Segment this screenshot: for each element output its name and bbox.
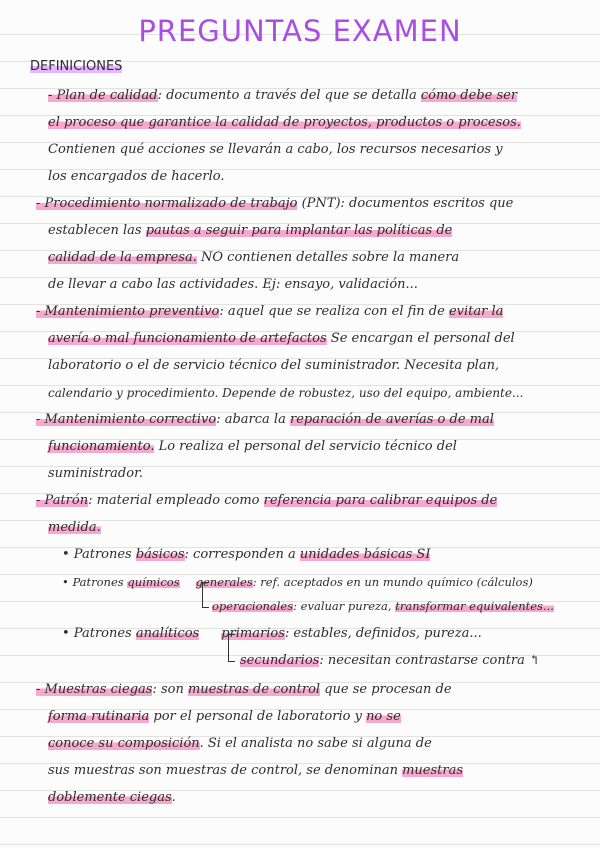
brace-icon (202, 582, 209, 608)
text-line (48, 465, 143, 483)
text: Se encargan el personal del (326, 331, 515, 346)
text: Lo realiza el personal del servicio técnico del (154, 439, 457, 454)
highlight: analíticos (135, 626, 200, 641)
highlight: funcionamiento. (48, 439, 155, 454)
text: : abarca la (216, 412, 290, 427)
text-line (48, 141, 503, 159)
text-line (48, 708, 401, 726)
section-heading: DEFINICIONES (30, 59, 123, 74)
text-line (36, 492, 497, 510)
text: laboratorio o el de servicio técnico del suministrador. Necesita plan, (48, 358, 500, 373)
text-line (36, 303, 503, 321)
text: NO contienen detalles sobre la manera (196, 250, 460, 265)
term: - Mantenimiento preventivo (36, 304, 220, 319)
highlight: secundarios (240, 653, 320, 668)
text: . (171, 790, 176, 805)
term: - Mantenimiento correctivo (36, 412, 217, 427)
highlight: medida. (48, 520, 101, 535)
highlight: no se (366, 709, 401, 724)
highlight: pautas a seguir para implantar las políticas de (145, 223, 453, 238)
text-line (48, 519, 101, 537)
sub-line (212, 597, 554, 615)
highlight: básicos (135, 547, 185, 562)
highlight: calidad de la empresa. (48, 250, 197, 265)
text-line (48, 249, 459, 267)
highlight: cómo debe ser (420, 88, 518, 103)
text-line (48, 735, 432, 753)
text-line (36, 195, 513, 213)
text-line (48, 114, 521, 132)
text: establecen las (48, 223, 146, 238)
highlight: reparación de averías o de mal (289, 412, 494, 427)
text: : estables, definidos, pureza... (284, 626, 482, 641)
text: suministrador. (48, 466, 143, 481)
highlight: primarios (221, 626, 285, 641)
text: sus muestras son muestras de control, se denominan (48, 763, 403, 778)
bullet-line (62, 546, 430, 564)
highlight: avería o mal funcionamiento de artefactos (48, 331, 327, 346)
page-title: PREGUNTAS EXAMEN (138, 14, 462, 48)
highlight: referencia para calibrar equipos de (263, 493, 498, 508)
text: : aquel que se realiza con el fin de (219, 304, 449, 319)
highlight: muestras (402, 763, 464, 778)
text: : ref. aceptados en un mundo químico (cálculos) (252, 575, 533, 589)
text-line (48, 762, 463, 780)
highlight: evitar la (448, 304, 504, 319)
text: calendario y procedimiento. Depende de robustez, uso del equipo, ambiente... (48, 386, 524, 400)
text-line (48, 168, 224, 186)
text: . Si el analista no sabe si alguna de (199, 736, 432, 751)
text: los encargados de hacerlo. (48, 169, 225, 184)
text: • Patrones (62, 626, 136, 641)
text-line (48, 384, 523, 402)
text-line (48, 438, 457, 456)
text: de llevar a cabo las actividades. Ej: ensayo, validación... (48, 277, 418, 292)
sub-line (240, 652, 540, 670)
highlight: químicos (127, 575, 180, 589)
text: : son (152, 682, 188, 697)
highlight: generales (195, 575, 253, 589)
highlight: transformar equivalentes... (395, 599, 554, 613)
highlight: operacionales (212, 599, 294, 613)
text: Contienen qué acciones se llevarán a cabo, los recursos necesarios y (48, 142, 503, 157)
text: • Patrones (62, 575, 128, 589)
term: - Procedimiento normalizado de trabajo (36, 196, 298, 211)
bullet-line (62, 573, 533, 591)
brace-icon (228, 634, 235, 662)
text-line (36, 681, 452, 699)
text-line (48, 357, 499, 375)
text: que se procesan de (320, 682, 452, 697)
text: (PNT): documentos escritos que (297, 196, 514, 211)
text: : documento a través del que se detalla (157, 88, 421, 103)
term: - Patrón (36, 493, 89, 508)
highlight: el proceso que garantice la calidad de proyectos, productos o procesos. (48, 115, 521, 130)
text-line (48, 789, 176, 807)
text: : material empleado como (88, 493, 264, 508)
highlight: forma rutinaria (48, 709, 150, 724)
text: por el personal de laboratorio y (149, 709, 367, 724)
text: : corresponden a (184, 547, 300, 562)
text: • Patrones (62, 547, 136, 562)
highlight: unidades básicas SI (299, 547, 431, 562)
highlight: conoce su composición (48, 736, 200, 751)
text-line (48, 222, 452, 240)
text-line (48, 87, 517, 105)
term: - Plan de calidad (48, 88, 158, 103)
highlight: muestras de control (187, 682, 321, 697)
text-line (48, 330, 515, 348)
text: : evaluar pureza, (293, 599, 396, 613)
section-heading-line (30, 58, 122, 76)
term: - Muestras ciegas (36, 682, 153, 697)
text: : necesitan contrastarse contra ↰ (319, 653, 540, 668)
text-line (36, 411, 494, 429)
text-line (48, 276, 418, 294)
highlight: doblemente ciegas (48, 790, 172, 805)
bullet-line (62, 625, 482, 643)
